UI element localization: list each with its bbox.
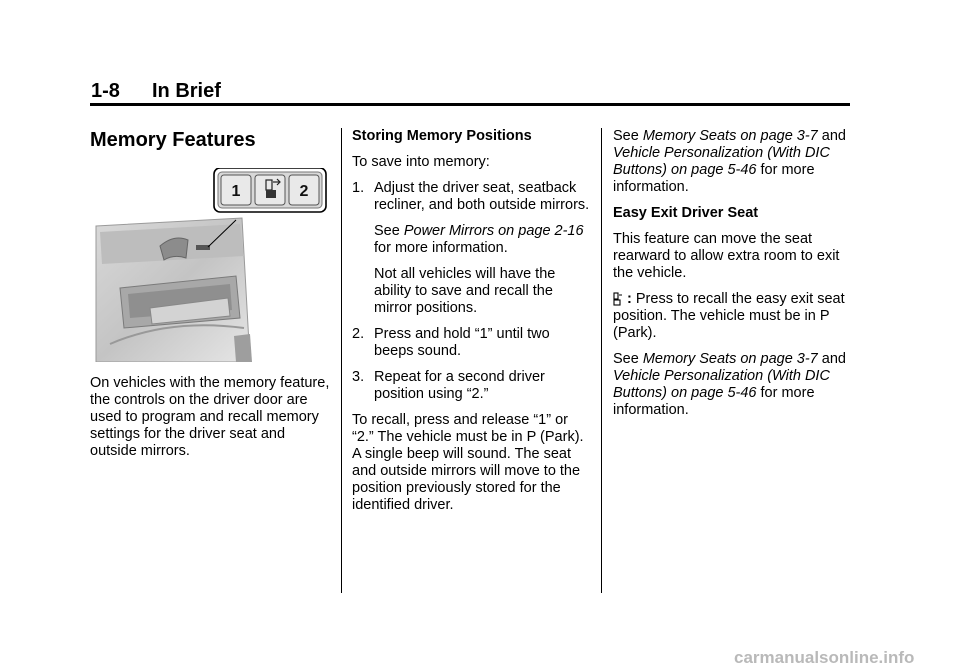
easy-exit-heading: Easy Exit Driver Seat <box>613 205 759 221</box>
vehicle-personalization-link[interactable]: Vehicle Personalization (With DIC Buttons) on page 5-46 <box>613 368 830 401</box>
column-divider <box>601 128 602 593</box>
step1-note: Not all vehicles will have the ability to save and recall the mirror positions. <box>374 266 556 316</box>
watermark-text: carmanualsonline.info <box>734 648 915 667</box>
memory-features-body: On vehicles with the memory feature, the controls on the driver door are used to program and recall memory settings for the driver seat and outside mirrors. <box>90 375 330 459</box>
section-title: In Brief <box>152 80 221 102</box>
vehicle-personalization-link[interactable]: Vehicle Personalization (With DIC Buttons) on page 5-46 <box>613 145 830 178</box>
see-also-paragraph-2: See Memory Seats on page 3-7 and Vehicle Personalization (With DIC Buttons) on page 5-46 for more information. <box>613 351 846 418</box>
header-rule <box>90 103 850 106</box>
easy-exit-symbol-paragraph: : Press to recall the easy exit seat position. The vehicle must be in P (Park). <box>613 291 845 341</box>
memory-button-1-label: 1 <box>231 183 241 200</box>
door-illustration-svg <box>90 168 332 362</box>
easy-exit-seat-icon <box>613 292 623 306</box>
recall-paragraph: To recall, press and release “1” or “2.” The vehicle must be in P (Park). A single beep will sound. The seat and outside mirrors will move to the position previously stored for the identified driver. <box>352 412 584 513</box>
list-item: 1. Adjust the driver seat, seatback recliner, and both outside mirrors. <box>352 180 590 213</box>
memory-features-title: Memory Features <box>90 129 256 151</box>
column-3 <box>613 128 853 428</box>
list-item: 2. Press and hold “1” until two beeps sound. <box>352 326 550 359</box>
storing-heading: Storing Memory Positions <box>352 128 532 144</box>
storing-intro: To save into memory: <box>352 154 490 170</box>
easy-exit-intro: This feature can move the seat rearward to allow extra room to exit the vehicle. <box>613 231 840 281</box>
column-1 <box>90 128 332 469</box>
column-divider <box>341 128 342 593</box>
list-item: 3. Repeat for a second driver position using “2.” <box>352 369 545 402</box>
column-2 <box>352 128 592 523</box>
see-also-paragraph: See Memory Seats on page 3-7 and Vehicle Personalization (With DIC Buttons) on page 5-46 for more information. <box>613 128 846 195</box>
power-mirrors-link[interactable]: Power Mirrors on page 2-16 <box>403 223 584 239</box>
step1-see-ref: See Power Mirrors on page 2-16 for more information. <box>374 223 584 256</box>
memory-button-2-label: 2 <box>299 183 309 200</box>
memory-seats-link[interactable]: Memory Seats on page 3-7 <box>642 128 818 144</box>
memory-seats-link[interactable]: Memory Seats on page 3-7 <box>642 351 818 367</box>
page-number: 1-8 <box>91 80 120 102</box>
door-memory-controls-illustration <box>90 168 332 362</box>
